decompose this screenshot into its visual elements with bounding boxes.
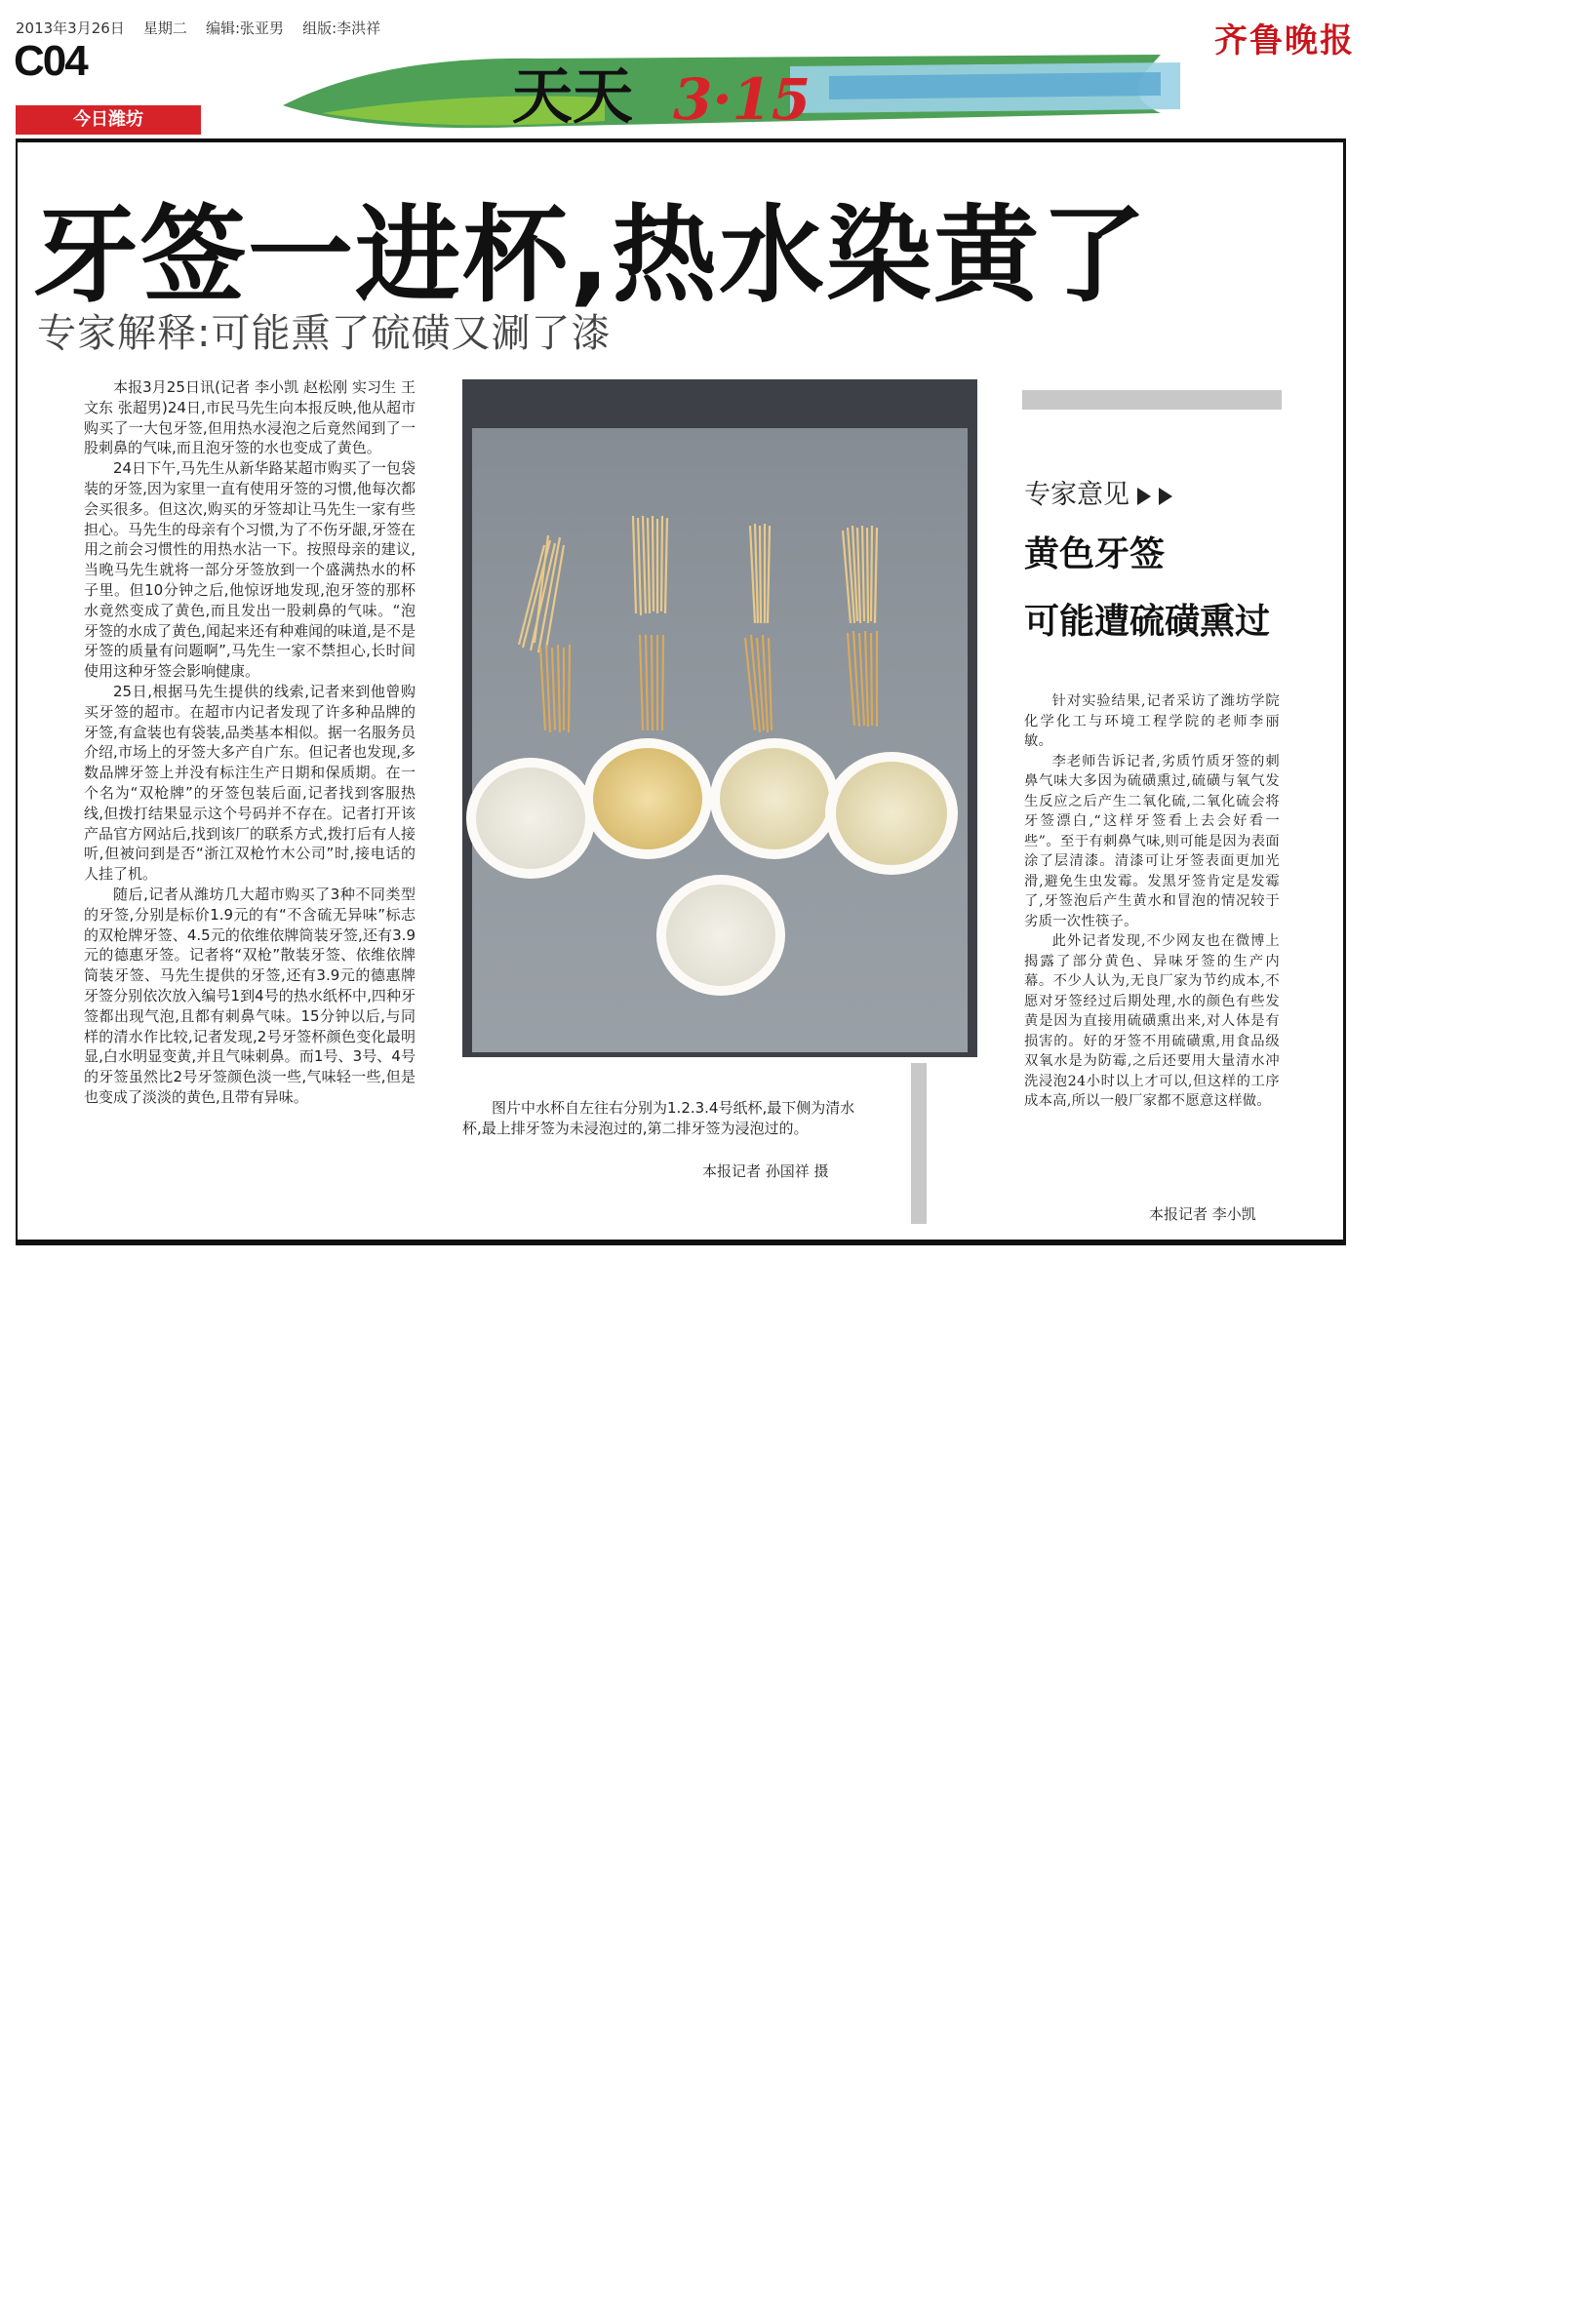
issue-date: 2013年3月26日 [16,20,125,37]
headline: 牙签一进杯,热水染黄了 [33,195,1149,317]
frame-left [16,142,18,1240]
expert-body [1024,691,1280,1112]
triangle-right-icon [1159,488,1172,505]
triangle-right-icon [1137,488,1151,505]
layout-credit: 组版:李洪祥 [302,20,381,37]
article-paragraph: 25日,根据马先生提供的线索,记者来到他曾购买牙签的超市。在超市内记者发现了许多种品牌的牙签,有盒装也有袋装,品类基本相似。据一名服务员介绍,市场上的牙签大多产自广东。但记者也发现,多数品牌牙签上并没有标注生产日期和保质期。在一个名为“双枪牌”的牙签包装后面,记者找到客服热线,但拨打结果显示这个号码并不存在。记者打开该产品官方网站后,找到该厂的联系方式,拨打后有人接听,但被问到是否“浙江双枪竹木公司”时,接电话的人挂了机。 [84,682,416,884]
banner-number: 3·15 [673,66,812,133]
newspaper-logo: 齐鲁晚报 [1214,21,1355,60]
subheadline: 专家解释:可能熏了硫磺又涮了漆 [37,311,612,356]
experiment-photo [462,379,977,1057]
issue-meta [16,18,380,38]
expert-kicker [1024,473,1172,511]
expert-paragraph: 李老师告诉记者,劣质竹质牙签的刺鼻气味大多因为硫磺熏过,硫磺与氧气发生反应之后产生二氧化硫,二氧化硫会将牙签漂白,“这样牙签看上去会好看一些”。至于有刺鼻气味,则可能是因为表面涂了层清漆。清漆可让牙签表面更加光滑,避免生虫发霉。发黑牙签肯定是发霉了,牙签泡后产生黄水和冒泡的情况较于劣质一次性筷子。 [1024,753,1280,929]
frame-right [1343,142,1346,1240]
expert-kicker-label: 专家意见 [1024,480,1129,510]
column-banner [283,37,1190,138]
photo-caption-text: 图片中水杯自左往右分别为1.2.3.4号纸杯,最下侧为清水杯,最上排牙签为未浸泡过的,第二排牙签为浸泡过的。 [462,1099,855,1137]
expert-paragraph: 此外记者发现,不少网友也在微博上揭露了部分黄色、异味牙签的生产内幕。不少人认为,无良厂家为节约成本,不愿对牙签经过后期处理,水的颜色有些发黄是因为直接用硫磺熏出来,对人体是有损害的。好的牙签不用硫磺熏,用食品级双氧水是为防霉,之后还要用大量清水冲洗浸泡24小时以上才可以,但这样的工序成本高,所以一般厂家都不愿意这样做。 [1024,933,1280,1109]
article-paragraph: 随后,记者从潍坊几大超市购买了3种不同类型的牙签,分别是标价1.9元的有“不含硫无异味”标志的双枪牌牙签、4.5元的依维依牌筒装牙签,还有3.9元的德惠牙签。记者将“双枪”散装牙签、依维依牌筒装牙签、马先生提供的牙签,还有3.9元的德惠牌牙签分别依次放入编号1到4号的热水纸杯中,四种牙签都出现气泡,且都有刺鼻气味。15分钟以后,与同样的清水作比较,记者发现,2号牙签杯颜色变化最明显,白水明显变黄,并且气味刺鼻。而1号、3号、4号的牙签虽然比2号牙签颜色淡一些,气味轻一些,但是也变成了淡淡的黄色,且带有异味。 [84,885,416,1106]
expert-credit: 本报记者 李小凯 [1149,1205,1256,1223]
top-rule [16,138,1346,142]
issue-weekday: 星期二 [142,20,187,37]
page-number: C04 [14,37,87,85]
article-paragraph: 24日下午,马先生从新华路某超市购买了一包袋装的牙签,因为家里一直有使用牙签的习惯,他每次都会买很多。但这次,购买的牙签却让马先生一家有些担心。马先生的母亲有个习惯,为了不伤牙龈,牙签在用之前会习惯性的用热水沾一下。按照母亲的建议,当晚马先生就将一部分牙签放到一个盛满热水的杯子里。但10分钟之后,他惊讶地发现,泡牙签的那杯水竟然变成了黄色,而且发出一股刺鼻的气味。“泡牙签的水成了黄色,闻起来还有种难闻的味道,是不是牙签的质量有问题啊”,马先生一家不禁担心,长时间使用这种牙签会影响健康。 [84,459,416,681]
expert-title-line-2: 可能遭硫磺熏过 [1024,602,1271,642]
photo-credit: 本报记者 孙国祥 摄 [702,1162,829,1180]
bottom-rule [16,1240,1346,1245]
expert-top-bar [1022,390,1282,410]
expert-paragraph: 针对实验结果,记者采访了潍坊学院化学化工与环境工程学院的老师李丽敏。 [1024,693,1280,749]
article-body [84,377,416,1108]
editor-credit: 编辑:张亚男 [205,20,285,37]
photo-caption [462,1098,866,1139]
decorative-bar [911,1063,927,1224]
section-tab: 今日潍坊 [16,105,201,135]
article-paragraph: 本报3月25日讯(记者 李小凯 赵松刚 实习生 王文东 张超男)24日,市民马先生向本报反映,他从超市购买了一大包牙签,但用热水浸泡之后竟然闻到了一股刺鼻的气味,而且泡牙签的水也变成了黄色。 [84,378,416,457]
expert-title-line-1: 黄色牙签 [1024,534,1166,574]
banner-title: 天天 [512,60,634,132]
photo-illustration [462,379,977,1057]
